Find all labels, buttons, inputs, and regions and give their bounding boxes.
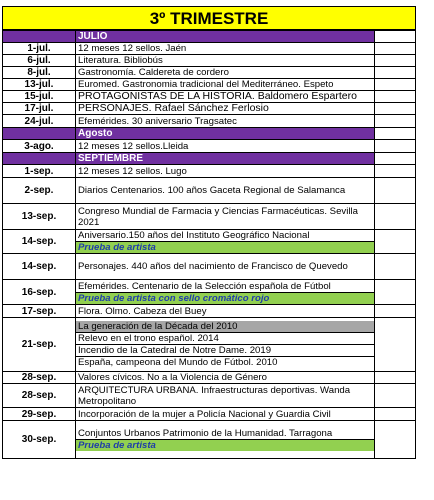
description-line: Incendio de la Catedral de Notre Dame. 2019 <box>76 344 374 356</box>
issue-date: 30-sep. <box>3 421 76 459</box>
schedule-row <box>3 140 416 153</box>
issue-date: 17-sep. <box>3 305 76 318</box>
schedule-row <box>3 103 416 115</box>
issue-description <box>76 254 375 280</box>
description-line: Valores cívicos. No a la Violencia de Género <box>78 372 267 383</box>
schedule-row <box>3 254 416 280</box>
issue-description <box>76 421 375 459</box>
extra-cell <box>375 384 416 408</box>
issue-date: 15-jul. <box>3 91 76 103</box>
artist-proof-label: Prueba de artista <box>76 241 374 253</box>
extra-cell <box>375 408 416 421</box>
group-header-label: La generación de la Década del 2010 <box>76 321 374 332</box>
extra-cell <box>375 230 416 254</box>
extra-cell <box>375 165 416 178</box>
month-name: SEPTIEMBRE <box>76 153 375 165</box>
extra-cell <box>375 43 416 55</box>
description-line: Efemérides. Centenario de la Selección española de Fútbol <box>78 280 331 292</box>
extra-cell <box>375 79 416 91</box>
extra-cell <box>375 67 416 79</box>
extra-cell <box>375 31 416 43</box>
issue-description <box>76 91 375 103</box>
description-line: 12 meses 12 sellos. Lugo <box>78 165 187 177</box>
issue-date: 8-jul. <box>3 67 76 79</box>
schedule-row <box>3 305 416 318</box>
issue-description <box>76 43 375 55</box>
issue-description <box>76 140 375 153</box>
month-name: JULIO <box>76 31 375 43</box>
issue-date: 3-ago. <box>3 140 76 153</box>
schedule-row <box>3 280 416 305</box>
description-line: Efemérides. 30 aniversario Tragsatec <box>78 115 237 127</box>
schedule-row <box>3 115 416 128</box>
issue-date: 13-jul. <box>3 79 76 91</box>
issue-date: 6-jul. <box>3 55 76 67</box>
artist-proof-label: Prueba de artista <box>76 439 374 451</box>
issue-description <box>76 178 375 204</box>
issue-date: 17-jul. <box>3 103 76 115</box>
issue-date: 28-sep. <box>3 384 76 408</box>
schedule-row <box>3 230 416 254</box>
issue-description <box>76 115 375 128</box>
description-line: PROTAGONISTAS DE LA HISTORIA. Baldomero Espartero <box>78 90 357 102</box>
description-line: Aniversario.150 años del Instituto Geográfico Nacional <box>78 230 310 241</box>
description-line: Incorporación de la mujer a Policía Nacional y Guardia Civil <box>78 408 331 420</box>
extra-cell <box>375 140 416 153</box>
extra-cell <box>375 178 416 204</box>
issue-description <box>76 204 375 230</box>
description-line: 12 meses 12 sellos.Lleida <box>78 140 189 152</box>
issue-date: 2-sep. <box>3 178 76 204</box>
issue-date: 14-sep. <box>3 254 76 280</box>
extra-cell <box>375 128 416 140</box>
extra-cell <box>375 103 416 115</box>
extra-cell <box>375 280 416 305</box>
issue-description <box>76 318 375 372</box>
schedule-row <box>3 55 416 67</box>
description-line: Conjuntos Urbanos Patrimonio de la Humanidad. Tarragona <box>78 428 333 439</box>
issue-date: 29-sep. <box>3 408 76 421</box>
issue-description <box>76 165 375 178</box>
issue-date: 14-sep. <box>3 230 76 254</box>
issue-date: 16-sep. <box>3 280 76 305</box>
issue-date: 13-sep. <box>3 204 76 230</box>
issue-description <box>76 408 375 421</box>
issue-description <box>76 384 375 408</box>
description-line: Gastronomía. Caldereta de cordero <box>78 67 229 78</box>
description-line: PERSONAJES. Rafael Sánchez Ferlosio <box>78 102 269 114</box>
schedule-row <box>3 178 416 204</box>
schedule-row <box>3 67 416 79</box>
schedule-row <box>3 91 416 103</box>
issue-date: 28-sep. <box>3 372 76 384</box>
schedule-row <box>3 408 416 421</box>
issue-description <box>76 230 375 254</box>
schedule-row <box>3 421 416 459</box>
schedule-row <box>3 318 416 372</box>
extra-cell <box>375 153 416 165</box>
schedule-page <box>2 6 416 459</box>
description-line: Flora. Olmo. Cabeza del Buey <box>78 305 207 317</box>
stamp-schedule-table <box>2 30 416 459</box>
issue-date: 1-sep. <box>3 165 76 178</box>
extra-cell <box>375 204 416 230</box>
issue-date: 21-sep. <box>3 318 76 372</box>
artist-proof-label: Prueba de artista con sello cromático rojo <box>76 292 374 304</box>
issue-description <box>76 79 375 91</box>
extra-cell <box>375 421 416 459</box>
month-header-spacer <box>3 153 76 165</box>
schedule-row <box>3 204 416 230</box>
issue-description <box>76 305 375 318</box>
extra-cell <box>375 305 416 318</box>
issue-description <box>76 280 375 305</box>
schedule-row <box>3 384 416 408</box>
extra-cell <box>375 318 416 372</box>
description-line: España, campeona del Mundo de Fútbol. 2010 <box>76 356 374 368</box>
month-header-spacer <box>3 128 76 140</box>
schedule-row <box>3 372 416 384</box>
description-line: Literatura. Bibliobús <box>78 55 163 66</box>
extra-cell <box>375 254 416 280</box>
month-header-row <box>3 31 416 43</box>
issue-description <box>76 67 375 79</box>
month-name: Agosto <box>76 128 375 140</box>
issue-description <box>76 55 375 67</box>
month-header-spacer <box>3 31 76 43</box>
description-line: Euromed. Gastronomia tradicional del Mediterráneo. Espeto <box>78 79 334 90</box>
issue-description <box>76 103 375 115</box>
extra-cell <box>375 115 416 128</box>
schedule-row <box>3 79 416 91</box>
extra-cell <box>375 91 416 103</box>
issue-date: 1-jul. <box>3 43 76 55</box>
issue-description <box>76 372 375 384</box>
description-line: ARQUITECTURA URBANA. Infraestructuras deportivas. Wanda Metropolitano <box>78 384 351 407</box>
extra-cell <box>375 372 416 384</box>
description-line: Personajes. 440 años del nacimiento de Francisco de Quevedo <box>78 261 348 272</box>
extra-cell <box>375 55 416 67</box>
description-line: Congreso Mundial de Farmacia y Ciencias Farmacéuticas. Sevilla 2021 <box>78 205 358 228</box>
schedule-row <box>3 43 416 55</box>
schedule-row <box>3 165 416 178</box>
description-line: Diarios Centenarios. 100 años Gaceta Regional de Salamanca <box>78 185 346 196</box>
month-header-row <box>3 128 416 140</box>
issue-date: 24-jul. <box>3 115 76 128</box>
month-header-row <box>3 153 416 165</box>
description-line: Relevo en el trono español. 2014 <box>76 332 374 344</box>
page-title: 3º TRIMESTRE <box>2 6 416 30</box>
description-line: 12 meses 12 sellos. Jaén <box>78 43 187 54</box>
